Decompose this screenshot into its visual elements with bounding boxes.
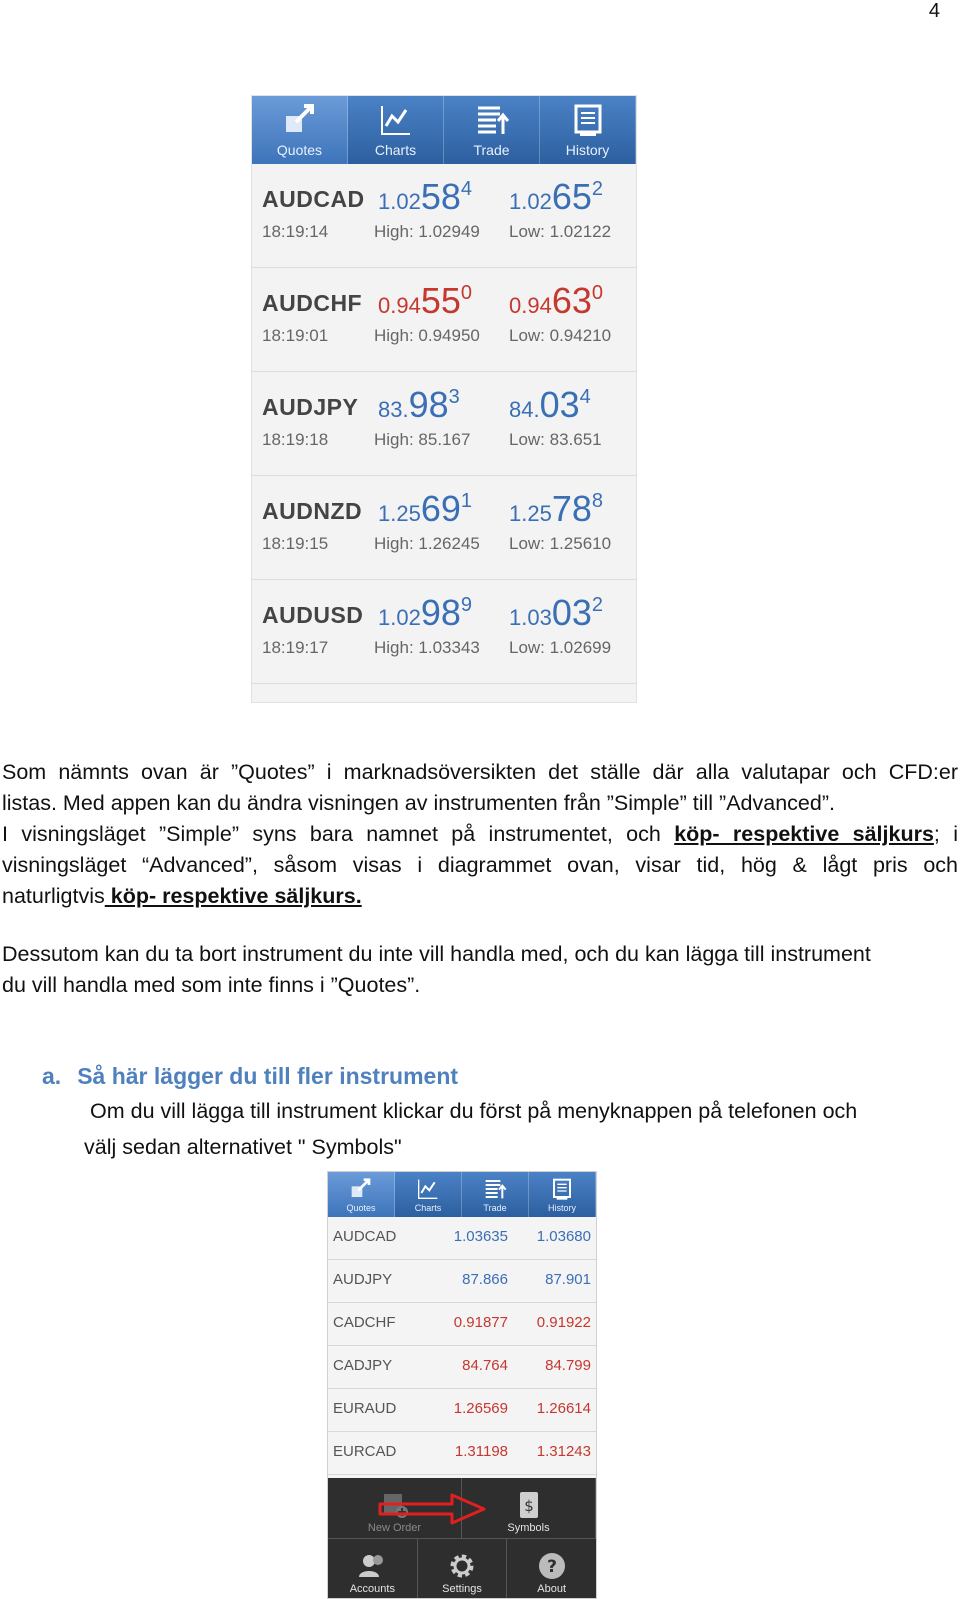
ask-price: 1.26614 xyxy=(536,1400,591,1417)
tab-history[interactable]: History xyxy=(540,96,636,164)
menu-about[interactable]: ? About xyxy=(507,1539,596,1599)
quote-row[interactable] xyxy=(252,476,636,580)
menu-row-bottom xyxy=(328,1539,596,1599)
quote-row[interactable] xyxy=(252,268,636,372)
quote-symbol: AUDJPY xyxy=(262,394,359,420)
bid-price: 83.983 xyxy=(378,384,460,425)
section-instructions: Om du vill lägga till instrument klickar du först på menyknappen på telefonen och välj sedan alternativet " Symbols" xyxy=(84,1099,858,1159)
tab-trade[interactable]: Trade xyxy=(444,96,540,164)
settings-icon xyxy=(447,1551,477,1581)
quote-symbol: AUDJPY xyxy=(333,1271,393,1288)
menu-accounts[interactable]: Accounts xyxy=(328,1539,418,1599)
ask-price: 1.31243 xyxy=(536,1443,591,1460)
tab-quotes[interactable]: Quotes xyxy=(252,96,348,164)
tab-bar xyxy=(328,1172,596,1217)
quote-time: 18:19:01 xyxy=(262,326,329,345)
quote-row[interactable] xyxy=(328,1303,596,1346)
menu-new-order[interactable]: New Order xyxy=(328,1478,462,1538)
paragraph-quotes-intro: Som nämnts ovan är ”Quotes” i marknadsöversikten det ställe där alla valutapar och CFD:er listas. Med appen kan du ändra visningen av instrumenten från ”Simple” till ”Advanced”. I visningsläget ”Simple” syns bara namnet på instrumentet, och köp- respektive säljkurs; i visningsläget “Advanced”, såsom visas i diagrammet ovan, visar tid, hög & lågt pris och naturligtvis köp- respektive säljkurs. xyxy=(2,760,958,908)
quote-symbol: AUDUSD xyxy=(262,602,364,628)
quote-row[interactable] xyxy=(252,372,636,476)
quote-symbol: CADCHF xyxy=(333,1314,396,1331)
svg-text:$: $ xyxy=(523,1497,534,1515)
quote-row[interactable] xyxy=(252,580,636,684)
quote-row[interactable] xyxy=(328,1346,596,1389)
tab-trade[interactable]: Trade xyxy=(462,1172,529,1217)
history-icon xyxy=(570,102,606,138)
quotes-icon xyxy=(282,102,318,138)
advanced-quote-list xyxy=(252,164,636,684)
quote-row[interactable] xyxy=(252,164,636,268)
tab-history[interactable]: History xyxy=(529,1172,596,1217)
ask-price: 0.94630 xyxy=(509,280,603,321)
ask-price: 1.25788 xyxy=(509,488,603,529)
charts-icon xyxy=(416,1177,440,1201)
high-price: High: 0.94950 xyxy=(374,326,480,345)
quote-symbol: EURAUD xyxy=(333,1400,397,1417)
about-icon xyxy=(537,1551,567,1581)
quote-time: 18:19:18 xyxy=(262,430,329,449)
simple-quote-list xyxy=(328,1217,596,1475)
quote-symbol: AUDCAD xyxy=(262,186,365,212)
menu-settings[interactable]: Settings xyxy=(418,1539,508,1599)
bid-price: 0.94550 xyxy=(378,280,472,321)
ask-price: 84.034 xyxy=(509,384,591,425)
section-heading: a. Så här lägger du till fler instrument xyxy=(42,1063,459,1089)
bid-price: 1.31198 xyxy=(454,1443,508,1460)
tab-quotes[interactable]: Quotes xyxy=(328,1172,395,1217)
quotes-icon xyxy=(349,1177,373,1201)
quote-time: 18:19:14 xyxy=(262,222,329,241)
quote-symbol: AUDCAD xyxy=(333,1228,397,1245)
page-number: 4 xyxy=(928,0,940,22)
quote-symbol: CADJPY xyxy=(333,1357,393,1374)
bid-price: 1.03635 xyxy=(453,1228,508,1245)
ask-price: 87.901 xyxy=(545,1271,591,1288)
bid-price: 87.866 xyxy=(462,1271,508,1288)
quote-row[interactable] xyxy=(328,1389,596,1432)
quote-row[interactable] xyxy=(328,1260,596,1303)
quote-symbol: AUDNZD xyxy=(262,498,363,524)
paragraph-remove-add: Dessutom kan du ta bort instrument du inte vill handla med, och du kan lägga till instrument du vill handla med som inte finns i ”Quotes”. xyxy=(2,942,871,997)
trade-icon xyxy=(474,102,510,138)
quote-row[interactable] xyxy=(328,1217,596,1260)
bid-price: 1.02989 xyxy=(378,592,472,633)
low-price: Low: 0.94210 xyxy=(509,326,612,345)
advanced-quotes-screenshot xyxy=(251,95,637,703)
low-price: Low: 83.651 xyxy=(509,430,602,449)
tab-charts[interactable]: Charts xyxy=(348,96,444,164)
high-price: High: 1.26245 xyxy=(374,534,480,553)
ask-price: 1.02652 xyxy=(509,176,603,217)
symbols-icon xyxy=(514,1490,544,1520)
quote-symbol: EURCAD xyxy=(333,1443,397,1460)
low-price: Low: 1.02699 xyxy=(509,638,612,657)
history-icon xyxy=(550,1177,574,1201)
high-price: High: 1.03343 xyxy=(374,638,480,657)
options-menu xyxy=(328,1478,596,1598)
accounts-icon xyxy=(357,1551,387,1581)
bid-price: 1.26569 xyxy=(453,1400,508,1417)
low-price: Low: 1.25610 xyxy=(509,534,612,553)
charts-icon xyxy=(378,102,414,138)
ask-price: 84.799 xyxy=(545,1357,591,1374)
partial-quote-row xyxy=(252,684,636,703)
simple-quotes-screenshot xyxy=(327,1171,597,1599)
high-price: High: 85.167 xyxy=(374,430,471,449)
ask-price: 0.91922 xyxy=(536,1314,591,1331)
quote-time: 18:19:15 xyxy=(262,534,329,553)
menu-row-top xyxy=(328,1478,596,1539)
quote-symbol: AUDCHF xyxy=(262,290,363,316)
tab-charts[interactable]: Charts xyxy=(395,1172,462,1217)
quote-row[interactable] xyxy=(328,1432,596,1475)
quote-time: 18:19:17 xyxy=(262,638,329,657)
menu-symbols[interactable]: $ Symbols xyxy=(462,1478,596,1538)
tab-bar xyxy=(252,96,636,164)
bid-price: 1.25691 xyxy=(378,488,472,529)
low-price: Low: 1.02122 xyxy=(509,222,612,241)
svg-text:?: ? xyxy=(546,1557,557,1577)
trade-icon xyxy=(483,1177,507,1201)
ask-price: 1.03680 xyxy=(536,1228,591,1245)
bid-price: 1.02584 xyxy=(378,176,472,217)
red-arrow-icon xyxy=(378,1492,488,1526)
ask-price: 1.03032 xyxy=(509,592,603,633)
bid-price: 84.764 xyxy=(462,1357,508,1374)
high-price: High: 1.02949 xyxy=(374,222,480,241)
bid-price: 0.91877 xyxy=(453,1314,508,1331)
